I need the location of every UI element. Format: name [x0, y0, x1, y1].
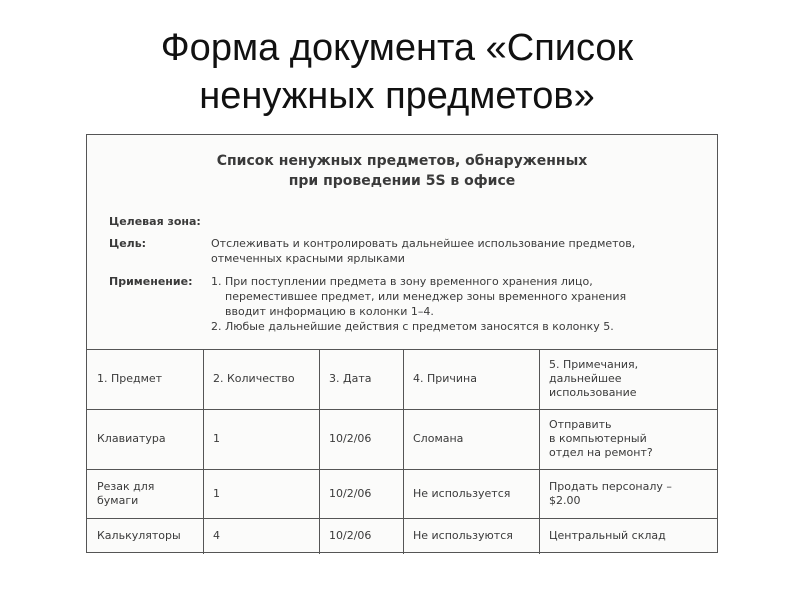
table-row-divider: [87, 409, 717, 410]
table-cell-line: 4. Причина: [413, 372, 477, 385]
table-column-divider: [203, 349, 204, 554]
table-cell-line: Сломана: [413, 432, 464, 445]
table-cell-line: Не используются: [413, 529, 513, 542]
application-label: Применение:: [109, 275, 193, 288]
table-header-item: [97, 372, 199, 386]
table-cell-date: [329, 432, 399, 446]
goal-text-line-2: отмеченных красными ярлыками: [211, 252, 405, 265]
table-cell-line: 10/2/06: [329, 529, 372, 542]
table-cell-line: в компьютерный: [549, 432, 647, 445]
table-cell-line: 1: [213, 487, 220, 500]
table-row-divider: [87, 469, 717, 470]
table-cell-line: бумаги: [97, 494, 139, 507]
target-zone-label: Целевая зона:: [109, 215, 201, 228]
table-cell-date: [329, 487, 399, 501]
application-line-2: переместившее предмет, или менеджер зоны временного хранения: [225, 290, 627, 303]
table-cell-reason: [413, 432, 535, 446]
table-cell-line: 1. Предмет: [97, 372, 163, 385]
table-cell-line: Не используется: [413, 487, 511, 500]
application-line-3: вводит информацию в колонки 1–4.: [225, 305, 434, 318]
goal-text: [211, 236, 635, 266]
table-cell-notes: [549, 529, 715, 543]
table-cell-line: 2. Количество: [213, 372, 295, 385]
table-header-date: [329, 372, 399, 386]
table-cell-quantity: [213, 487, 315, 501]
table-cell-line: 4: [213, 529, 220, 542]
table-cell-line: Отправить: [549, 418, 612, 431]
slide-title: [0, 24, 794, 120]
application-line-1: 1. При поступлении предмета в зону временного хранения лицо,: [211, 275, 593, 288]
document-title: [87, 151, 717, 191]
table-cell-line: 1: [213, 432, 220, 445]
table-cell-quantity: [213, 529, 315, 543]
table-cell-line: 10/2/06: [329, 432, 372, 445]
table-column-divider: [403, 349, 404, 554]
table-cell-item: [97, 480, 199, 508]
table-row-divider: [87, 349, 717, 350]
table-cell-notes: [549, 418, 715, 460]
table-column-divider: [539, 349, 540, 554]
table-cell-date: [329, 529, 399, 543]
table-cell-quantity: [213, 432, 315, 446]
document-title-line-1: Список ненужных предметов, обнаруженных: [216, 153, 588, 169]
table-cell-reason: [413, 487, 535, 501]
table-cell-line: дальнейшее: [549, 372, 622, 385]
goal-label: Цель:: [109, 237, 147, 250]
table-cell-line: Клавиатура: [97, 432, 166, 445]
document-form: [86, 134, 718, 553]
table-cell-line: Резак для: [97, 480, 155, 493]
table-cell-notes: [549, 480, 715, 508]
table-cell-line: Центральный склад: [549, 529, 666, 542]
goal-text-line-1: Отслеживать и контролировать дальнейшее использование предметов,: [211, 237, 636, 250]
slide-title-line-2: ненужных предметов»: [199, 75, 595, 117]
table-cell-line: отдел на ремонт?: [549, 446, 653, 459]
table-cell-line: 10/2/06: [329, 487, 372, 500]
table-column-divider: [319, 349, 320, 554]
table-header-notes: [549, 358, 715, 400]
table-cell-line: 5. Примечания,: [549, 358, 639, 371]
table-cell-item: [97, 432, 199, 446]
table-row-divider: [87, 518, 717, 519]
table-cell-line: $2.00: [549, 494, 581, 507]
table-header-quantity: [213, 372, 315, 386]
application-line-4: 2. Любые дальнейшие действия с предметом заносятся в колонку 5.: [211, 320, 614, 333]
table-cell-item: [97, 529, 199, 543]
table-header-reason: [413, 372, 535, 386]
table-cell-line: Продать персоналу –: [549, 480, 672, 493]
application-text: [211, 274, 626, 334]
table-cell-line: 3. Дата: [329, 372, 372, 385]
table-cell-line: Калькуляторы: [97, 529, 181, 542]
table-cell-reason: [413, 529, 535, 543]
document-title-line-2: при проведении 5S в офисе: [288, 173, 516, 189]
table-cell-line: использование: [549, 386, 637, 399]
slide-title-line-1: Форма документа «Список: [160, 27, 634, 69]
